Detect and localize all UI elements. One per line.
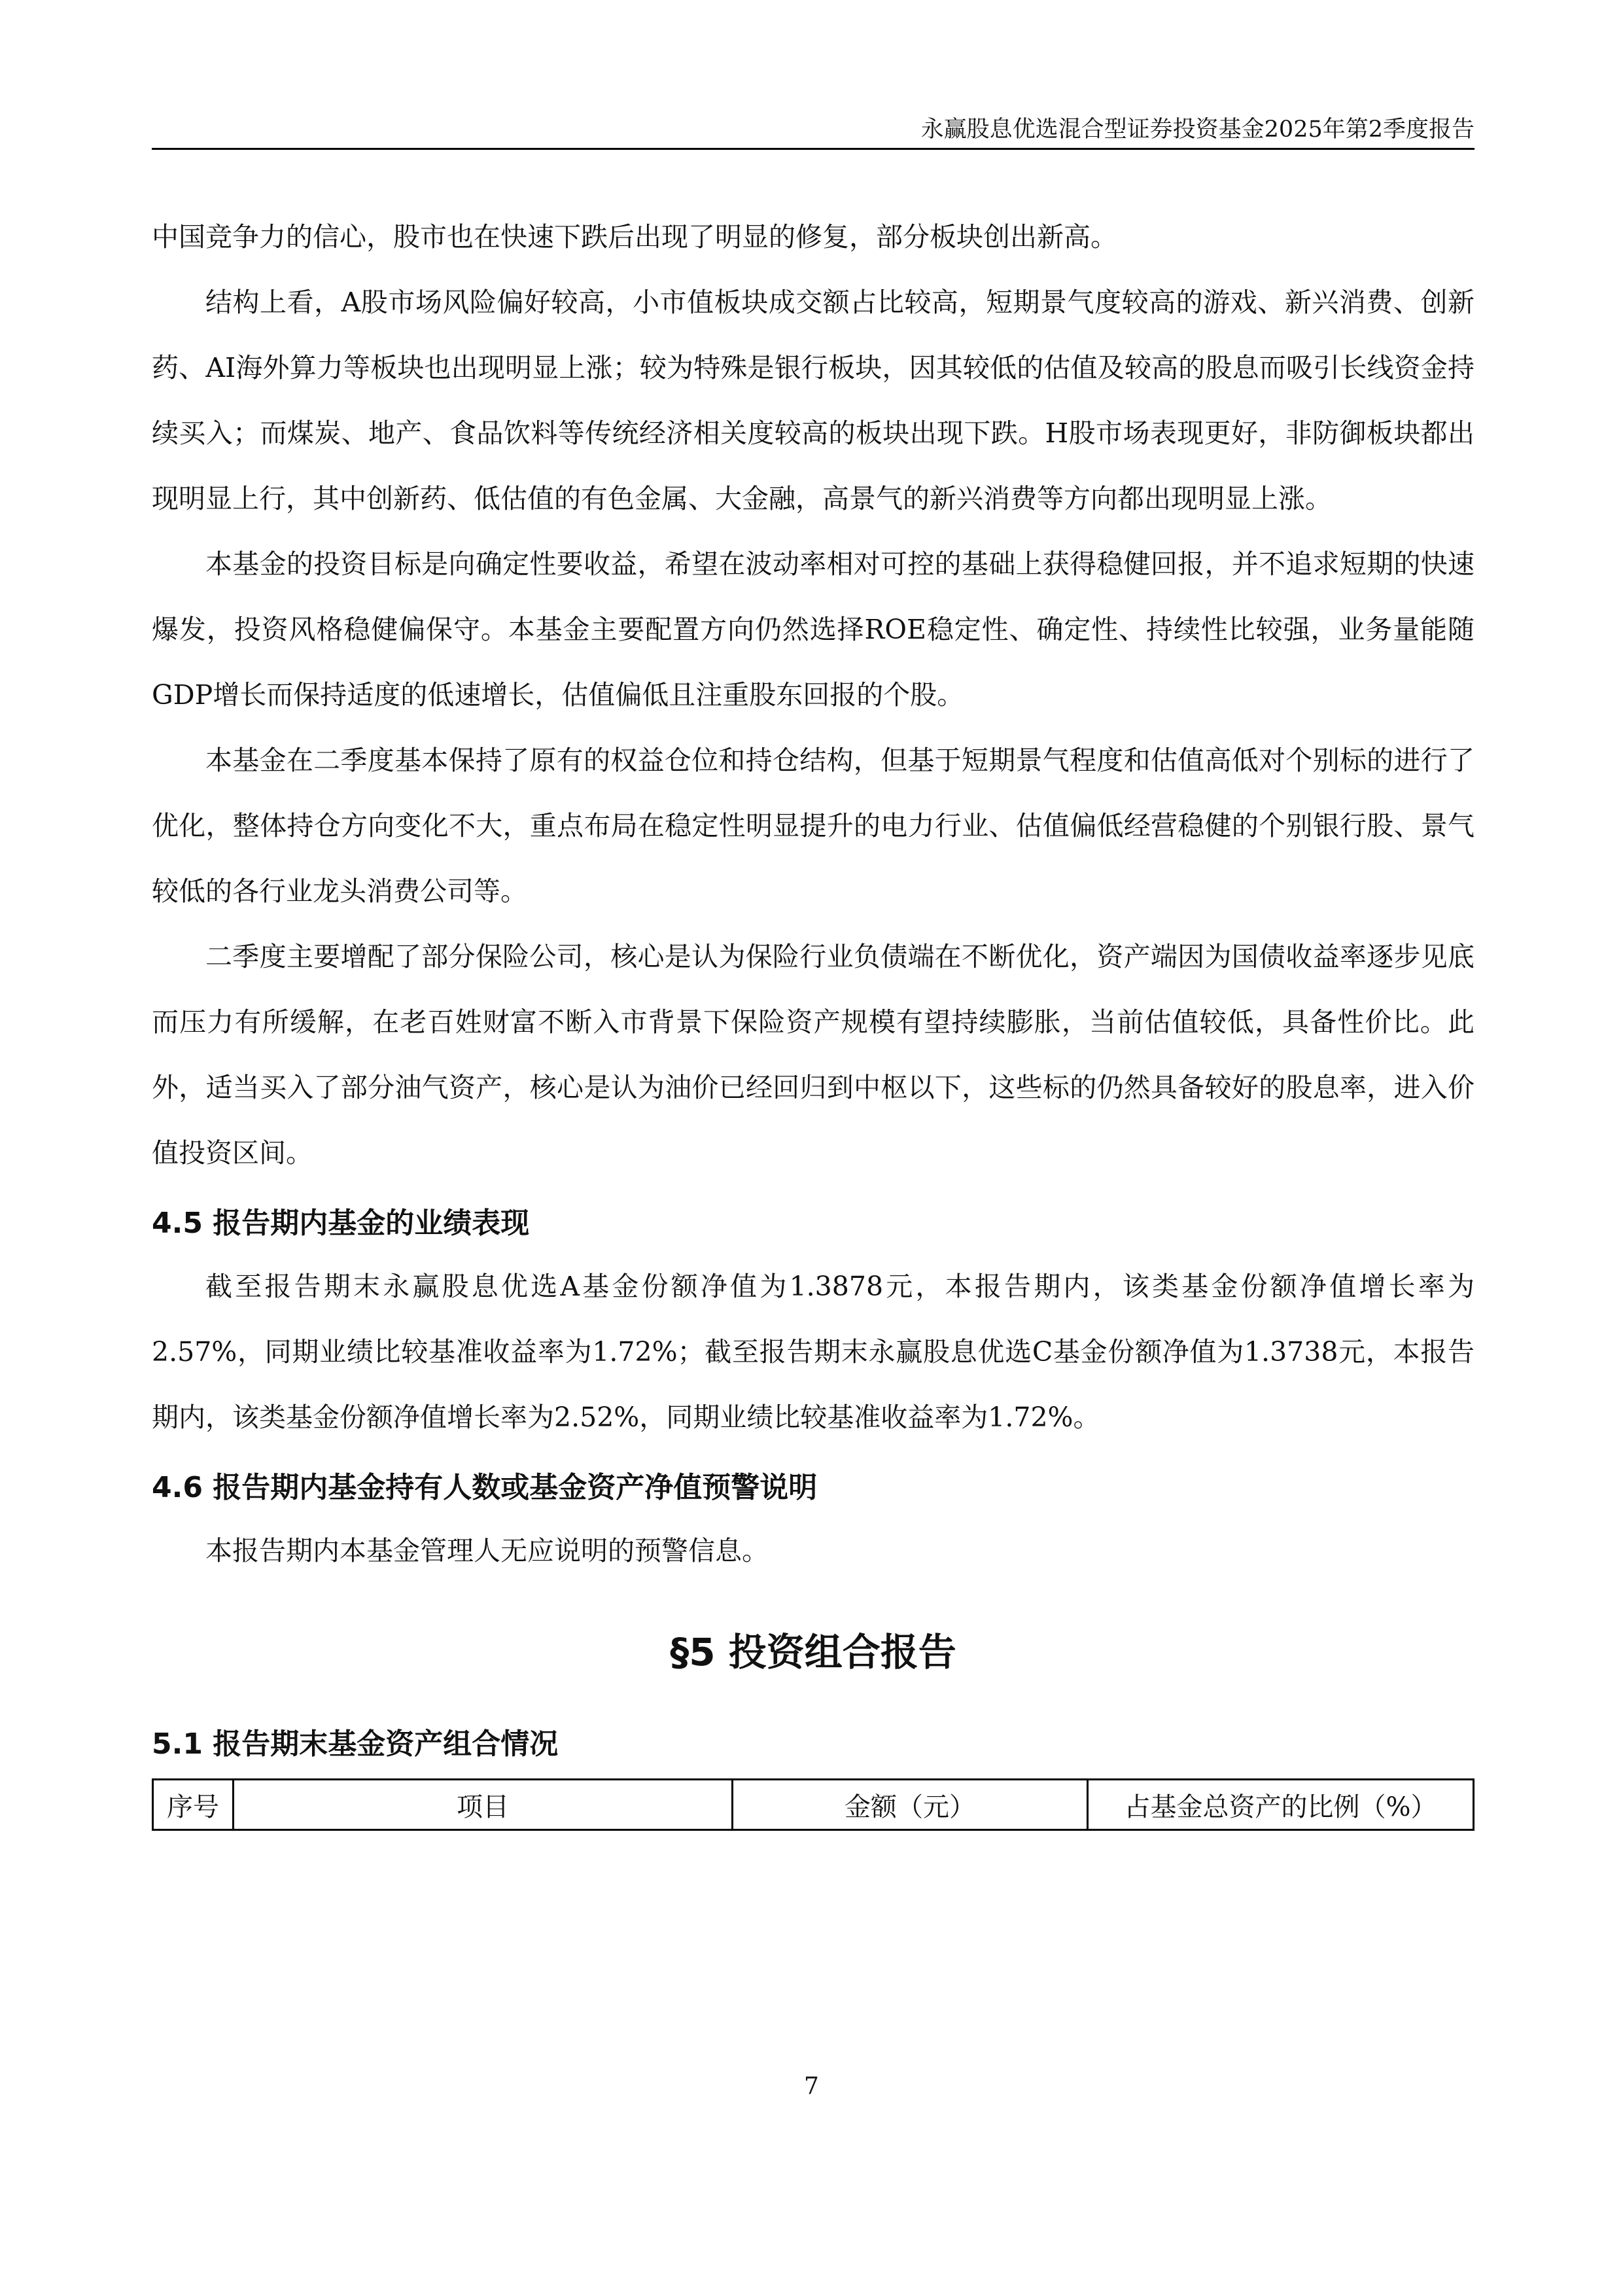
chapter-5-title: §5 投资组合报告 xyxy=(670,1630,956,1674)
asset-allocation-table xyxy=(152,1778,1475,1831)
page-header-title: 永赢股息优选混合型证券投资基金2025年第2季度报告 xyxy=(920,116,1475,143)
heading-4-6: 4.6 报告期内基金持有人数或基金资产净值预警说明 xyxy=(152,1471,818,1504)
paragraph-investment-objective: 本基金的投资目标是向确定性要收益，希望在波动率相对可控的基础上获得稳健回报，并不追求短期的快速爆发，投资风格稳健偏保守。本基金主要配置方向仍然选择ROE稳定性、确定性、持续性比较强，业务量能随GDP增长而保持适度的低速增长，估值偏低且注重股东回报的个股。 xyxy=(152,548,1475,711)
paragraph-continuation: 中国竞争力的信心，股市也在快速下跌后出现了明显的修复，部分板块创出新高。 xyxy=(152,221,1117,253)
heading-5-1: 5.1 报告期末基金资产组合情况 xyxy=(152,1727,559,1761)
paragraph-warning: 本报告期内本基金管理人无应说明的预警信息。 xyxy=(205,1535,769,1566)
paragraph-q2-positioning: 本基金在二季度基本保持了原有的权益仓位和持仓结构，但基于短期景气程度和估值高低对个别标的进行了优化，整体持仓方向变化不大，重点布局在稳定性明显提升的电力行业、估值偏低经营稳健的个别银行股、景气较低的各行业龙头消费公司等。 xyxy=(152,745,1475,907)
paragraph-q2-adjustments: 二季度主要增配了部分保险公司，核心是认为保险行业负债端在不断优化，资产端因为国债收益率逐步见底而压力有所缓解，在老百姓财富不断入市背景下保险资产规模有望持续膨胀，当前估值较低，具备性价比。此外，适当买入了部分油气资产，核心是认为油价已经回归到中枢以下，这些标的仍然具备较好的股息率，进入价值投资区间。 xyxy=(152,941,1475,1169)
table-header-ratio: 占基金总资产的比例（%） xyxy=(1088,1780,1474,1830)
table-header-item: 项目 xyxy=(234,1780,733,1830)
page-number: 7 xyxy=(804,2073,819,2100)
paragraph-market-structure: 结构上看，A股市场风险偏好较高，小市值板块成交额占比较高，短期景气度较高的游戏、新兴消费、创新药、AI海外算力等板块也出现明显上涨；较为特殊是银行板块，因其较低的估值及较高的股息而吸引长线资金持续买入；而煤炭、地产、食品饮料等传统经济相关度较高的板块出现下跌。H股市场表现更好，非防御板块都出现明显上行，其中创新药、低估值的有色金属、大金融，高景气的新兴消费等方向都出现明显上涨。 xyxy=(152,287,1475,514)
table-header-index: 序号 xyxy=(153,1780,234,1830)
table-header-amount: 金额（元） xyxy=(733,1780,1088,1830)
header-divider xyxy=(152,148,1475,150)
page-content xyxy=(152,204,1475,1831)
table-header-row xyxy=(153,1780,1474,1830)
heading-4-5: 4.5 报告期内基金的业绩表现 xyxy=(152,1207,530,1240)
paragraph-performance: 截至报告期末永赢股息优选A基金份额净值为1.3878元，本报告期内，该类基金份额净值增长率为2.57%，同期业绩比较基准收益率为1.72%；截至报告期末永赢股息优选C基金份额净值为1.3738元，本报告期内，该类基金份额净值增长率为2.52%，同期业绩比较基准收益率为1.72%。 xyxy=(152,1271,1475,1433)
